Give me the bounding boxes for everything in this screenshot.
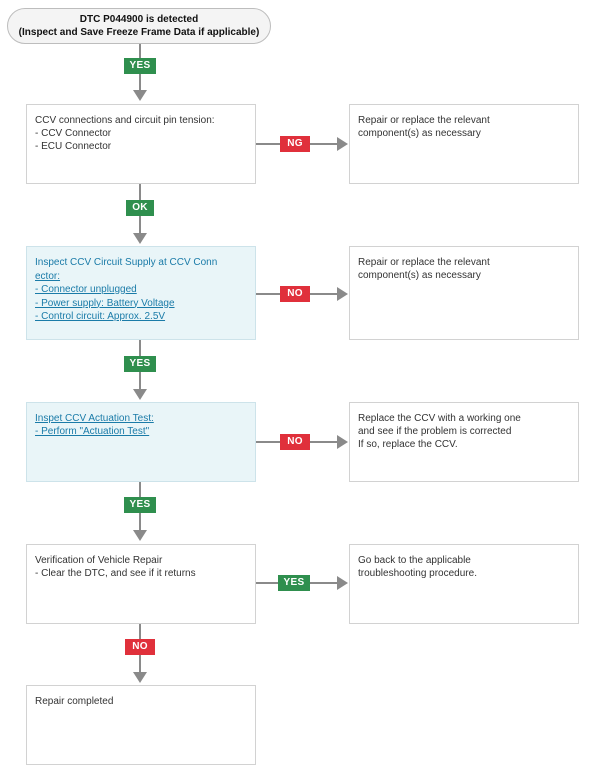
step2-result-line: component(s) as necessary xyxy=(358,270,481,281)
step2-link[interactable]: ector: xyxy=(35,270,61,282)
step4-result-line: Go back to the applicable xyxy=(358,555,471,566)
badge-step2-side: NO xyxy=(280,286,310,302)
step3-box xyxy=(26,402,256,482)
badge-step1-entry: YES xyxy=(124,58,156,74)
step3-result-box xyxy=(349,402,579,482)
badge-step3-entry: YES xyxy=(124,356,156,372)
start-subtitle: (Inspect and Save Freeze Frame Data if applicable) xyxy=(18,27,260,38)
badge-step3-side: NO xyxy=(280,434,310,450)
badge-step4-side: YES xyxy=(278,575,310,591)
start-terminal xyxy=(7,8,271,44)
step3-link[interactable]: - Perform "Actuation Test" xyxy=(35,426,150,437)
badge-step4-entry: YES xyxy=(124,497,156,513)
step1-result-line: component(s) as necessary xyxy=(358,128,481,139)
badge-final-entry: NO xyxy=(125,639,155,655)
final-line: Repair completed xyxy=(35,696,114,707)
arrowhead-final xyxy=(133,672,147,683)
final-box xyxy=(26,685,256,765)
step2-result-box xyxy=(349,246,579,340)
step1-result-line: Repair or replace the relevant xyxy=(358,115,490,126)
step1-line: CCV connections and circuit pin tension: xyxy=(35,115,215,126)
badge-step2-entry: OK xyxy=(126,200,154,216)
arrowhead-step3 xyxy=(133,389,147,400)
step3-result-line: If so, replace the CCV. xyxy=(358,439,458,450)
arrowhead-step4 xyxy=(133,530,147,541)
arrowhead-step1-side xyxy=(337,137,348,151)
step4-result-line: troubleshooting procedure. xyxy=(358,568,477,579)
step1-line: - ECU Connector xyxy=(35,141,112,152)
step4-line: - Clear the DTC, and see if it returns xyxy=(35,568,196,579)
arrowhead-step3-side xyxy=(337,435,348,449)
step4-box xyxy=(26,544,256,624)
start-title: DTC P044900 is detected xyxy=(79,14,199,25)
step1-result-box xyxy=(349,104,579,184)
step2-box xyxy=(26,246,256,340)
step2-result-line: Repair or replace the relevant xyxy=(358,257,490,268)
step4-line: Verification of Vehicle Repair xyxy=(35,555,163,566)
step3-result-line: Replace the CCV with a working one xyxy=(358,413,521,424)
arrowhead-step1 xyxy=(133,90,147,101)
step1-box xyxy=(26,104,256,184)
arrowhead-step4-side xyxy=(337,576,348,590)
badge-step1-side: NG xyxy=(280,136,310,152)
step2-link[interactable]: - Connector unplugged xyxy=(35,284,137,295)
step4-result-box xyxy=(349,544,579,624)
arrowhead-step2 xyxy=(133,233,147,244)
step2-link[interactable]: - Control circuit: Approx. 2.5V xyxy=(35,311,166,322)
step1-line: - CCV Connector xyxy=(35,128,112,139)
step2-line: Inspect CCV Circuit Supply at CCV Conn xyxy=(35,257,218,268)
step3-result-line: and see if the problem is corrected xyxy=(358,426,512,437)
arrowhead-step2-side xyxy=(337,287,348,301)
step2-link[interactable]: - Power supply: Battery Voltage xyxy=(35,297,175,309)
step3-link[interactable]: Inspet CCV Actuation Test: xyxy=(35,413,154,424)
